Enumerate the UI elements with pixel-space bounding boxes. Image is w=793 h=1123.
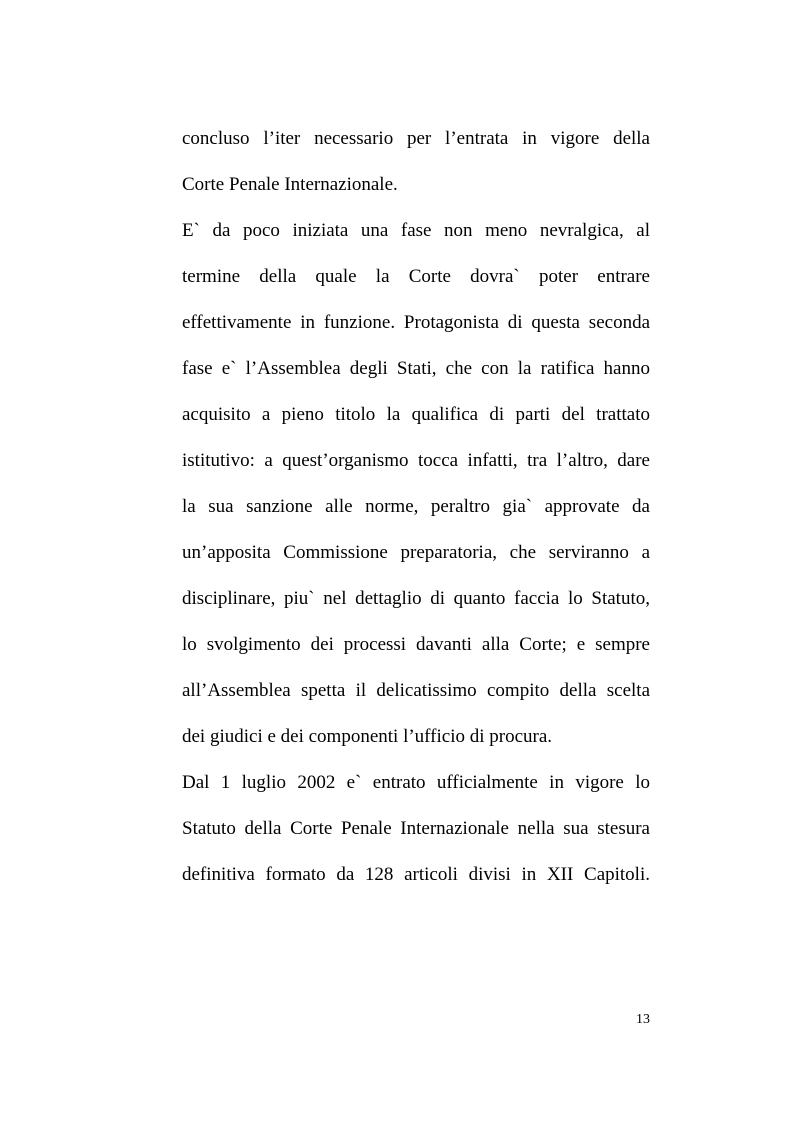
text-line: definitiva formato da 128 articoli divisi in XII Capitoli. — [182, 864, 650, 885]
text-line: acquisito a pieno titolo la qualifica di parti del trattato — [182, 404, 650, 425]
text-line: dei giudici e dei componenti l’ufficio di procura. — [182, 726, 553, 747]
text-line: Corte Penale Internazionale. — [182, 174, 398, 195]
text-line: termine della quale la Corte dovra` poter entrare — [182, 266, 650, 287]
text-line: Statuto della Corte Penale Internazionale nella sua stesura — [182, 818, 650, 839]
text-line: all’Assemblea spetta il delicatissimo compito della scelta — [182, 680, 650, 701]
text-line: disciplinare, piu` nel dettaglio di quanto faccia lo Statuto, — [182, 588, 650, 609]
text-line: Dal 1 luglio 2002 e` entrato ufficialmente in vigore lo — [182, 772, 650, 793]
text-line: lo svolgimento dei processi davanti alla Corte; e sempre — [182, 634, 650, 655]
body-text — [182, 116, 650, 898]
text-line: concluso l’iter necessario per l’entrata in vigore della — [182, 128, 650, 149]
text-line: fase e` l’Assemblea degli Stati, che con la ratifica hanno — [182, 358, 650, 379]
text-line: la sua sanzione alle norme, peraltro gia` approvate da — [182, 496, 650, 517]
text-line: E` da poco iniziata una fase non meno nevralgica, al — [182, 220, 650, 241]
text-line: un’apposita Commissione preparatoria, che serviranno a — [182, 542, 650, 563]
text-line: istitutivo: a quest’organismo tocca infatti, tra l’altro, dare — [182, 450, 650, 471]
page-number: 13 — [636, 1012, 650, 1027]
text-line: effettivamente in funzione. Protagonista di questa seconda — [182, 312, 650, 333]
